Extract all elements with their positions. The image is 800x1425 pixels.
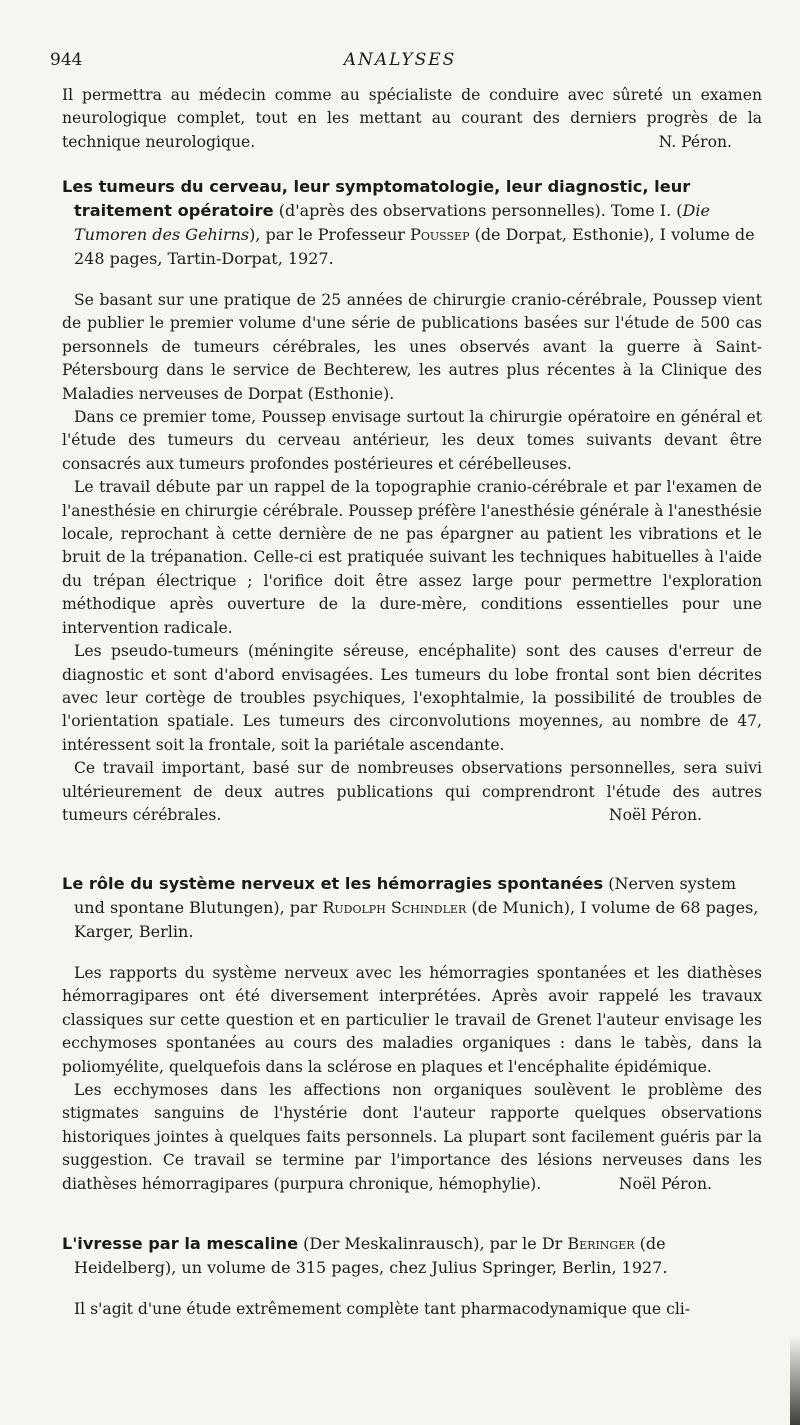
review-1-title-bold: Les tumeurs du cerveau, leur symptomatologie, leur diagnostic, leur traitement opératoire (62, 177, 691, 220)
review-1-author: Poussep (410, 225, 470, 244)
review-1-paragraph: Le travail débute par un rappel de la topographie cranio-cérébrale et par l'examen de l'anesthésie en chirurgie cérébrale. Poussep préfère l'anesthésie générale à l'anesthésie locale, reprochant à cette dernière de ne pas épargner au patient les vibrations et le bruit de la trépanation. Celle-ci est pratiquée suivant les techniques habituelles à l'aide du trépan électrique ; l'orifice doit être assez large pour permettre l'exploration méthodique après ouverture de la dure-mère, conditions essentielles pour une intervention radicale. (62, 478, 762, 637)
review-3-title-bold: L'ivresse par la mescaline (62, 1234, 299, 1253)
review-3-author: Beringer (567, 1234, 635, 1253)
intro-paragraph: Il permettra au médecin comme au spécialiste de conduire avec sûreté un examen neurologique complet, tout en les mettant au courant des derniers progrès de la technique neurologique. (62, 86, 762, 151)
page-number: 944 (50, 50, 83, 70)
review-2-signature: Noël Péron. (618, 1175, 712, 1194)
review-1-paragraph: Ce travail important, basé sur de nombreuses observations personnelles, sera suivi ultérieurement de deux autres publications qui comprendront l'étude des autres tumeurs cérébrales. (62, 759, 762, 824)
review-2-title: Le rôle du système nerveux et les hémorragies spontanées (Nerven system und spontane Blutungen), par Rudolph Schindler (de Munich), I volume de 68 pages, Karger, Berlin. (62, 874, 759, 941)
running-head: ANALYSES (343, 50, 457, 70)
review-2 (62, 872, 762, 1196)
review-1 (62, 175, 762, 828)
review-1-signature: Noël Péron. (608, 806, 702, 825)
page-edge-shadow (790, 1335, 800, 1425)
intro-signature: N. Péron. (658, 133, 732, 152)
review-3-title: L'ivresse par la mescaline (Der Meskalinrausch), par le Dr Beringer (de Heidelberg), un volume de 315 pages, chez Julius Springer, Berlin, 1927. (62, 1234, 668, 1277)
review-1-paragraph: Dans ce premier tome, Poussep envisage surtout la chirurgie opératoire en général et l'étude des tumeurs du cerveau antérieur, les deux tomes suivants devant être consacrés aux tumeurs profondes postérieures et cérébelleuses. (62, 408, 762, 473)
review-1-paragraph: Se basant sur une pratique de 25 années de chirurgie cranio-cérébrale, Poussep vient de publier le premier volume d'une série de publications basées sur l'étude de 500 cas personnels de tumeurs cérébrales, les unes observés avant la guerre à Saint-Pétersbourg dans le service de Bechterew, les autres plus récentes à la Clinique des Maladies nerveuses de Dorpat (Esthonie). (62, 291, 762, 403)
review-3-paragraph: Il s'agit d'une étude extrêmement complète tant pharmacodynamique que cli- (74, 1300, 691, 1318)
review-2-author: Rudolph Schindler (322, 898, 467, 917)
review-2-paragraph: Les ecchymoses dans les affections non organiques soulèvent le problème des stigmates sanguins de l'hystérie dont l'auteur rapporte quelques observations historiques jointes à quelques faits personnels. La plupart sont facilement guéris par la suggestion. Ce travail se termine par l'importance des lésions nerveuses dans les diathèses hémorragipares (purpura chronique, hémophylie). (62, 1081, 762, 1193)
review-2-title-bold: Le rôle du système nerveux et les hémorragies spontanées (62, 874, 604, 893)
review-1-title: Les tumeurs du cerveau, leur symptomatologie, leur diagnostic, leur traitement opératoire (d'après des observations personnelles). Tome I. (Die Tumoren des Gehirns), par le Professeur Poussep (de Dorpat, Esthonie), I volume de 248 pages, Tartin-Dorpat, 1927. (62, 177, 755, 268)
review-1-paragraph: Les pseudo-tumeurs (méningite séreuse, encéphalite) sont des causes d'erreur de diagnostic et sont d'abord envisagées. Les tumeurs du lobe frontal sont bien décrites avec leur cortège de troubles psychiques, l'exophtalmie, la possibilité de troubles de l'orientation spatiale. Les tumeurs des circonvolutions moyennes, au nombre de 47, intéressent soit la frontale, soit la pariétale ascendante. (62, 642, 762, 754)
review-2-paragraph: Les rapports du système nerveux avec les hémorragies spontanées et les diathèses hémorragipares ont été diversement interprétées. Après avoir rappelé les travaux classiques sur cette question et en particulier le travail de Grenet l'auteur envisage les ecchymoses spontanées au cours des maladies organiques : dans le tabès, dans la poliomyélite, quelquefois dans la sclérose en plaques et l'encéphalite épidémique. (62, 964, 762, 1076)
intro-block (62, 84, 762, 155)
review-3 (62, 1232, 762, 1321)
review-1-title-italic: Die Tumoren des Gehirns (74, 201, 710, 244)
page-header (50, 50, 750, 74)
